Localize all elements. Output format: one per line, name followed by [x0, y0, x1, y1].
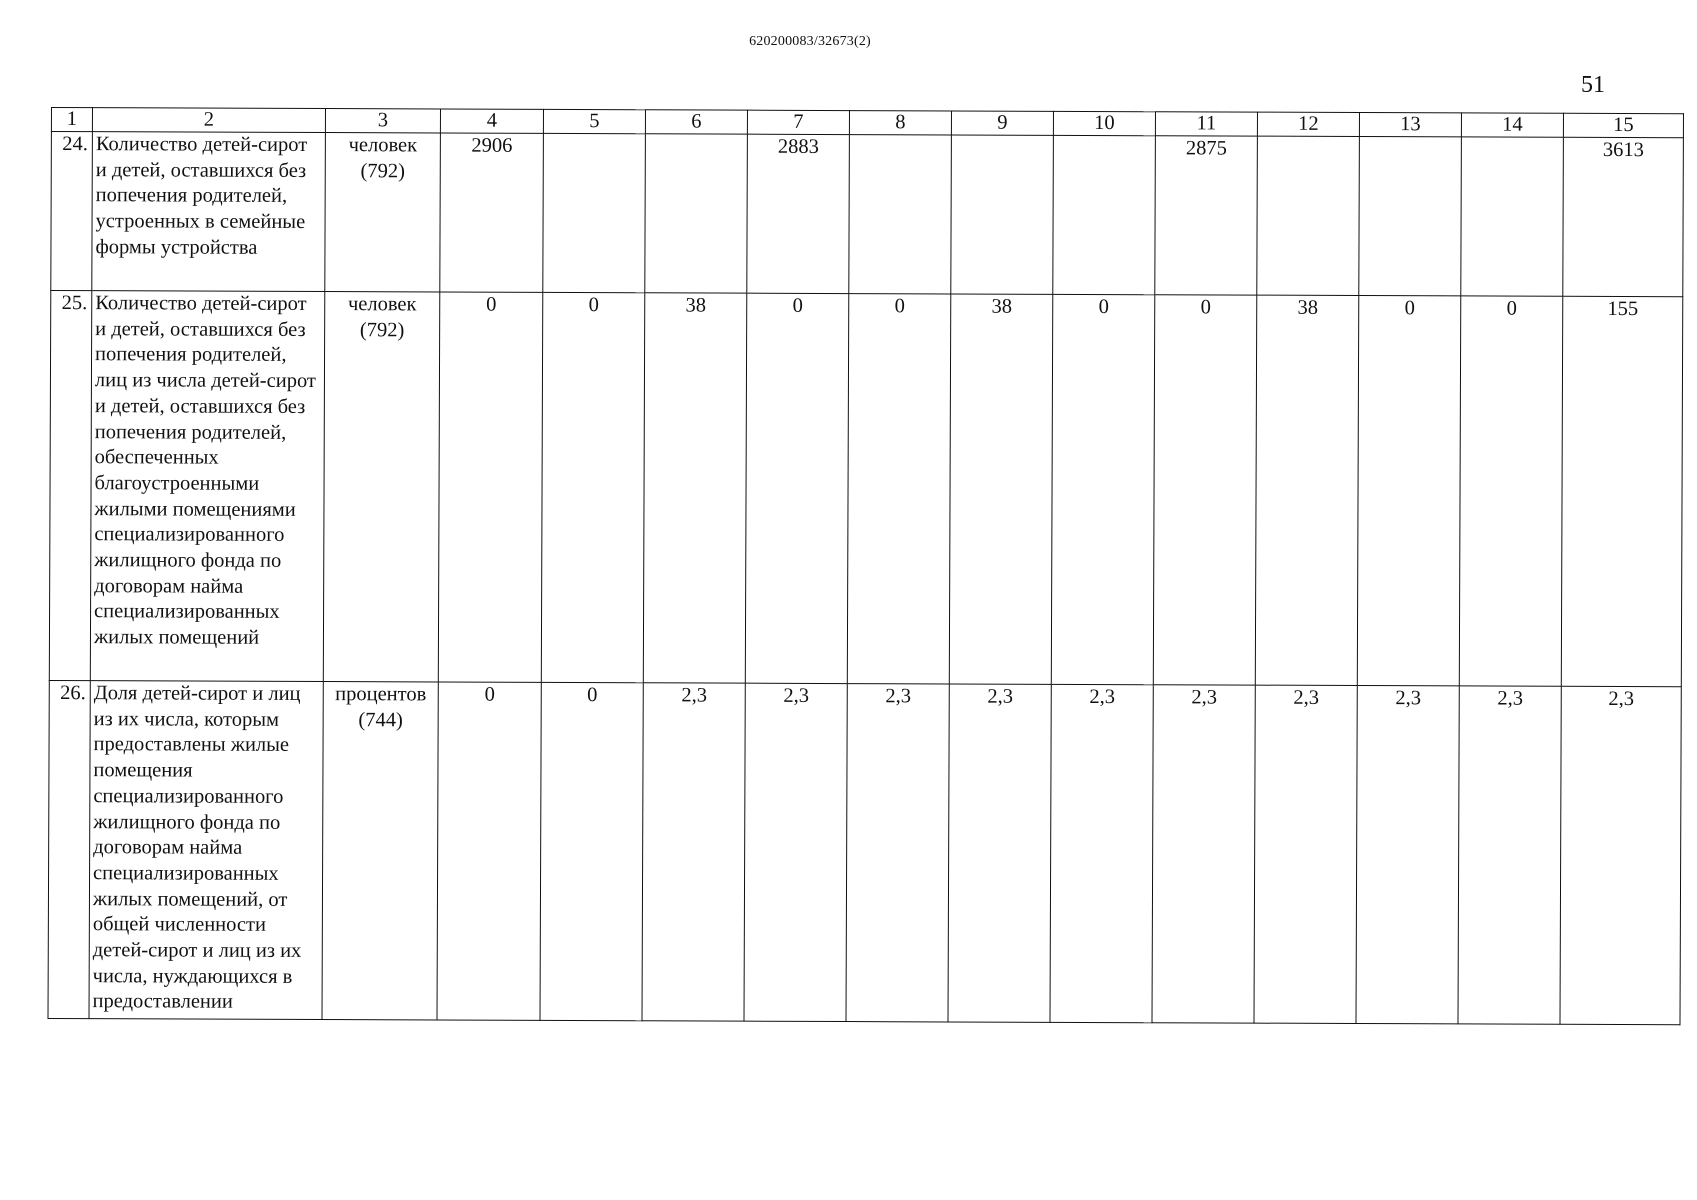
unit-of-measure: человек (792): [323, 292, 439, 682]
value-cell: 0: [438, 292, 542, 682]
value-cell: 155: [1561, 296, 1682, 686]
indicators-table-wrapper: [47, 107, 1682, 1025]
value-cell: 2,3: [1254, 685, 1357, 1023]
value-cell: 2883: [747, 134, 850, 293]
value-cell: 2906: [440, 133, 544, 292]
column-header: 9: [951, 111, 1053, 135]
column-header: 1: [51, 108, 92, 132]
indicators-table: [47, 107, 1683, 1025]
value-cell: 3613: [1563, 137, 1684, 296]
value-cell: 0: [540, 682, 643, 1020]
value-cell: 2,3: [846, 684, 949, 1022]
column-header: 7: [747, 110, 849, 134]
document-id: 620200083/32673(2): [749, 34, 871, 49]
value-cell: 0: [1051, 294, 1154, 684]
value-cell: [1461, 137, 1564, 296]
value-cell: 2875: [1155, 136, 1258, 295]
column-header: 6: [645, 110, 747, 134]
unit-of-measure: человек (792): [325, 133, 441, 292]
column-header: 3: [325, 109, 440, 133]
value-cell: 2,3: [1560, 686, 1681, 1024]
value-cell: 2,3: [1356, 686, 1459, 1024]
page-number: 51: [1581, 72, 1605, 98]
column-header: 14: [1461, 113, 1563, 137]
value-cell: [1257, 136, 1360, 295]
value-cell: 38: [643, 293, 746, 683]
unit-of-measure: процентов (744): [322, 682, 438, 1020]
value-cell: 0: [745, 293, 848, 683]
column-header: 2: [92, 108, 325, 133]
value-cell: 0: [847, 294, 950, 684]
value-cell: 2,3: [744, 683, 847, 1021]
column-header: 13: [1359, 113, 1461, 137]
value-cell: 2,3: [948, 684, 1051, 1022]
value-cell: 38: [1255, 295, 1358, 685]
value-cell: 2,3: [642, 683, 745, 1021]
indicator-name: Количество детей-сирот и детей, оставшихся без попечения родителей, лиц из числа детей-сирот и детей, оставшихся без попечения родителей, обеспеченных благоустроенными жилыми помещениями специализированного жилищного фонда по договорам найма специализированных жилых помещений: [90, 291, 324, 682]
value-cell: 2,3: [1152, 685, 1255, 1023]
value-cell: 2,3: [1050, 684, 1153, 1022]
value-cell: 2,3: [1458, 686, 1561, 1024]
indicator-name: Доля детей-сирот и лиц из их числа, которым предоставлены жилые помещения специализированного жилищного фонда по договорам найма специализированных жилых помещений, от общей численности детей-сирот и лиц из их числа, нуждающихся в предоставлении: [89, 681, 323, 1020]
row-number: 24.: [51, 132, 93, 291]
value-cell: [1053, 135, 1156, 294]
value-cell: [849, 135, 952, 294]
value-cell: 0: [541, 292, 644, 682]
row-number: 26.: [48, 680, 90, 1018]
value-cell: [645, 134, 748, 293]
value-cell: 0: [1357, 296, 1460, 686]
table-row: [49, 291, 1682, 687]
value-cell: [543, 133, 646, 292]
column-header: 10: [1053, 111, 1155, 135]
value-cell: 0: [437, 682, 541, 1020]
value-cell: 38: [949, 294, 1052, 684]
value-cell: [1359, 137, 1462, 296]
value-cell: 0: [1153, 295, 1256, 685]
column-header: 5: [543, 109, 645, 133]
value-cell: 0: [1459, 296, 1562, 686]
column-header: 4: [440, 109, 543, 133]
indicator-name: Количество детей-сирот и детей, оставшихся без попечения родителей, устроенных в семейные формы устройства: [92, 132, 326, 292]
value-cell: [951, 135, 1054, 294]
column-header: 8: [849, 111, 951, 135]
table-row: [48, 680, 1681, 1024]
column-header: 15: [1563, 113, 1683, 137]
table-row: [51, 132, 1684, 297]
row-number: 25.: [49, 291, 91, 681]
column-header: 12: [1257, 112, 1359, 136]
column-header: 11: [1155, 112, 1257, 136]
